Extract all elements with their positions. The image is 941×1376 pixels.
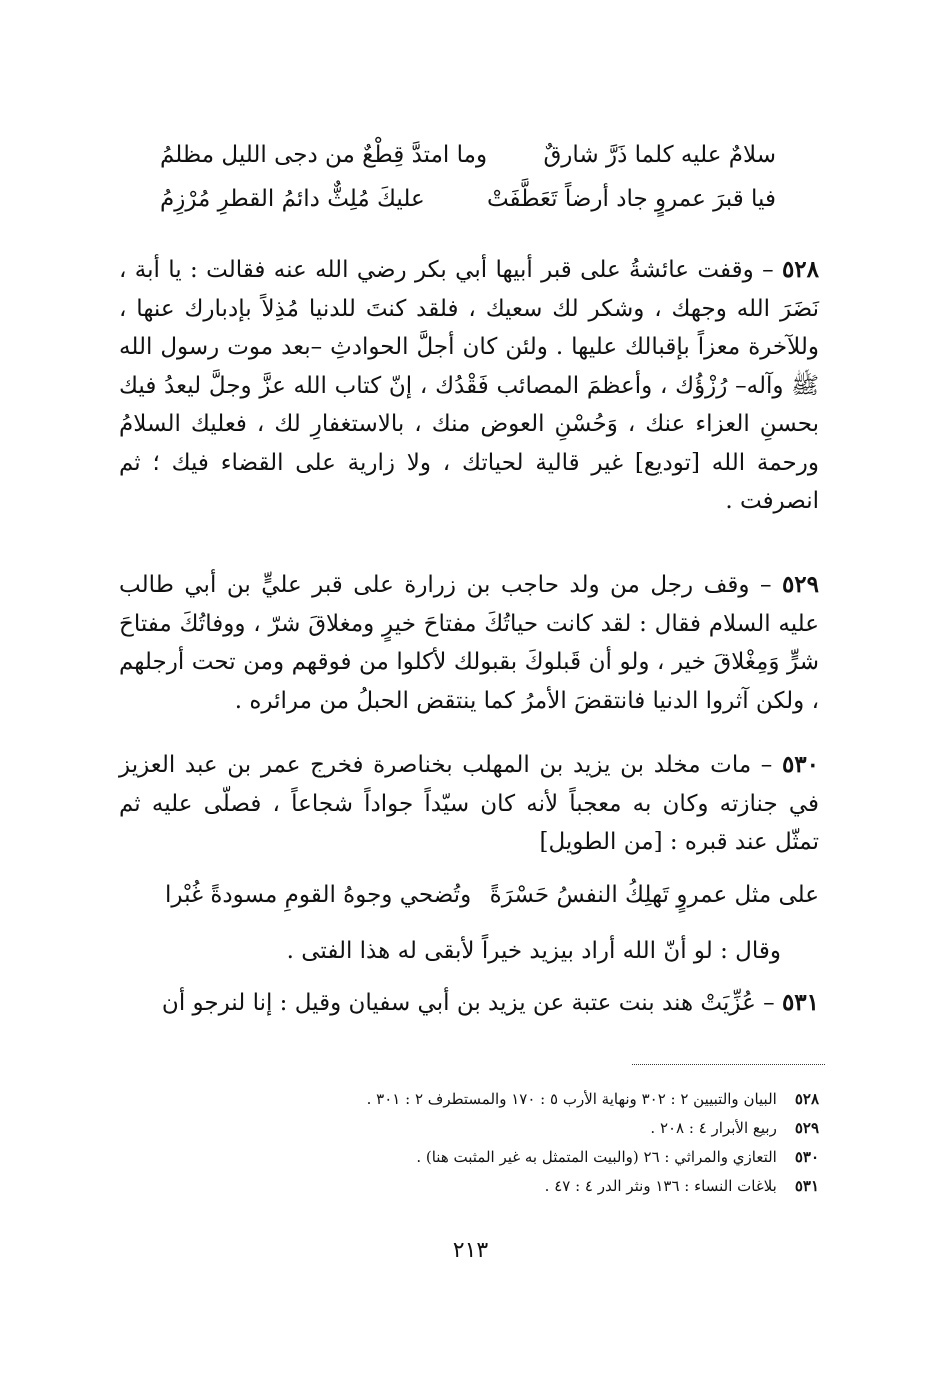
paragraph-530 (119, 746, 819, 862)
entry-text: – عُزِّيَتْ هند بنت عتبة عن يزيد بن أبي سفيان وقيل : إنا لنرجو أن (161, 990, 782, 1016)
verse-530-second-hemistich: وتُضحي وجوهُ القومِ مسودةً غُبْرا (165, 882, 472, 908)
verse-2-second-hemistich: عليكَ مُلِثٌّ دائمُ القطرِ مُرْزِمُ (160, 186, 425, 212)
footnote-number: ٥٢٨ (794, 1090, 819, 1108)
footnote (650, 1119, 819, 1137)
footnote (416, 1148, 819, 1166)
paragraph-531 (119, 984, 819, 1023)
footnote (367, 1090, 819, 1108)
footnote-number: ٥٢٩ (794, 1119, 819, 1137)
page-number: ٢١٣ (452, 1238, 489, 1263)
entry-text: – مات مخلد بن يزيد بن المهلب بخناصرة فخرج عمر بن عبد العزيز في جنازته وكان به معجباً لأنه كان سيّداً جواداً شجاعاً ، فصلّى عليه ثم تمثّل عند قبره : [من الطويل] (119, 752, 819, 855)
verse-2-first-hemistich: فيا قبرَ عمروٍ جاد أرضاً تَعَطَّفَتْ (486, 186, 776, 212)
entry-text: – وقفت عائشةُ على قبر أبيها أبي بكر رضي الله عنه فقالت : يا أبة ، نَضَرَ الله وجهك ، وشكر لك سعيك ، فلقد كنتَ للدنيا مُذِلاً بإدبارك عنها ، وللآخرة معزاً بإقبالك عليها . ولئن كان أجلَّ الحوادثِ –بعد موت رسول الله ﷺ وآله– رُزْؤُك ، وأعظمَ المصائب فَقْدُك ، إنّ كتاب الله عزَّ وجلَّ ليعدُ فيك بحسنِ العزاء عنك ، وَحُسْنِ العوض منك ، بالاستغفارِ لك ، فعليك السلامُ ورحمة الله [توديع] غير قالية لحياتك ، ولا زارية على القضاء فيك ؛ ثم انصرفت . (119, 257, 819, 514)
footnote-text: البيان والتبيين ٢ : ٣٠٢ ونهاية الأرب ٥ : ١٧٠ والمستطرف ٢ : ٣٠١ . (366, 1090, 777, 1108)
verse-1-second-hemistich: وما امتدَّ قِطْعٌ من دجى الليل مظلمُ (160, 142, 488, 168)
entry-number: ٥٣١ (781, 989, 819, 1016)
verse-1-first-hemistich: سلامٌ عليه كلما ذَرَّ شارقٌ (543, 142, 776, 168)
verse-530-first-hemistich: على مثل عمروٍ تَهلِكُ النفسُ حَسْرَةً (489, 882, 819, 908)
footnote-number: ٥٣٠ (794, 1148, 819, 1166)
footnote-text: بلاغات النساء : ١٣٦ ونثر الدر ٤ : ٤٧ . (544, 1177, 777, 1195)
paragraph-529 (119, 566, 819, 720)
entry-number: ٥٢٩ (781, 571, 819, 598)
footnote (545, 1177, 819, 1195)
entry-number: ٥٢٨ (781, 256, 819, 283)
footnote-separator (632, 1064, 825, 1065)
paragraph-528 (119, 251, 819, 521)
paragraph-530-continuation: وقال : لو أنّ الله أراد بيزيد خيراً لأبقى له هذا الفتى . (286, 938, 781, 964)
entry-number: ٥٣٠ (781, 751, 819, 778)
footnote-number: ٥٣١ (794, 1177, 819, 1195)
footnote-text: التعازي والمراثي : ٢٦ (والبيت المتمثل به غير المثبت هنا) . (416, 1148, 777, 1166)
entry-text: – وقف رجل من ولد حاجب بن زرارة على قبر عليٍّ بن أبي طالب عليه السلام فقال : لقد كانت حياتُكَ مفتاحَ خيرٍ ومغلاقَ شرّ ، ووفاتُكَ مفتاحَ شرٍّ وَمِغْلاقَ خير ، ولو أن قَبلوكَ بقبولك لأكلوا من فوقهم ومن تحت أرجلهم ، ولكن آثروا الدنيا فانتقضَ الأمرُ كما ينتقض الحبلُ من مرائره . (119, 572, 819, 714)
footnote-text: ربيع الأبرار ٤ : ٢٠٨ . (650, 1119, 777, 1137)
